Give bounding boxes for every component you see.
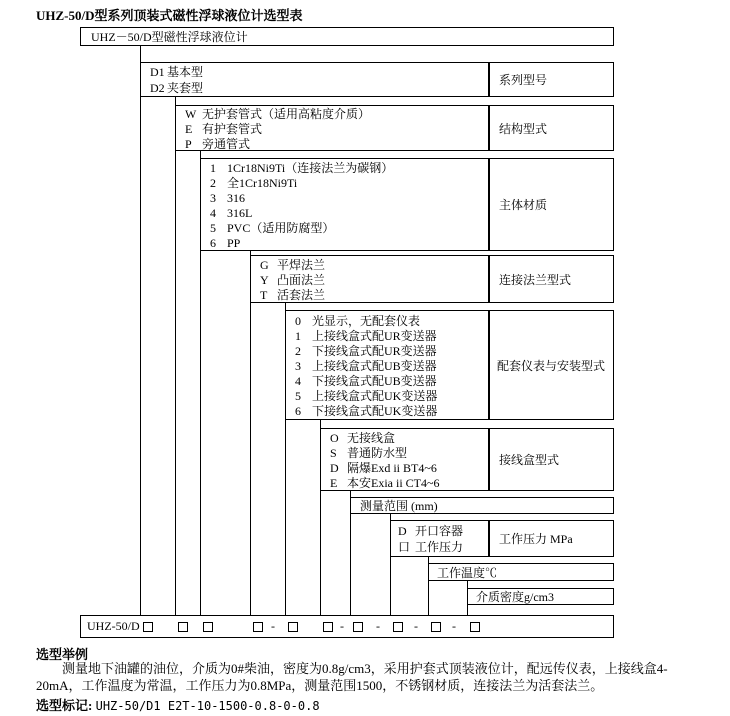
option-code: T xyxy=(260,288,268,302)
option-item xyxy=(295,329,488,344)
option-desc: 有护套管式 xyxy=(202,122,263,136)
option-code: W xyxy=(185,107,197,121)
option-item xyxy=(295,314,488,329)
temperature-label: 工作温度℃ xyxy=(437,565,498,580)
category-junction-box xyxy=(489,428,614,491)
option-code: E xyxy=(185,122,193,136)
option-item xyxy=(185,107,488,122)
option-code: 2 xyxy=(210,176,216,190)
category-pressure xyxy=(489,520,614,557)
option-code: D xyxy=(330,461,339,475)
example-body: 测量地下油罐的油位，介质为0#柴油，密度为0.8g/cm3，采用护套式顶装液位计，配远传仪表，上接线盒4-20mA，工作温度为常温，工作压力为0.8MPa，测量范围1500，不锈钢材质，连接法兰为活套法兰。 xyxy=(36,661,668,693)
option-code: 4 xyxy=(210,206,216,220)
option-item xyxy=(210,191,488,206)
density-label: 介质密度g/cm3 xyxy=(476,590,554,604)
option-item xyxy=(260,258,488,273)
option-desc: 下接线盒式配UR变送器 xyxy=(312,344,437,358)
option-desc: 316 xyxy=(227,191,245,205)
option-item xyxy=(150,80,488,96)
category-label: 结构型式 xyxy=(499,121,548,136)
option-item xyxy=(210,176,488,191)
option-desc: 下接线盒式配UK变送器 xyxy=(312,404,438,418)
option-desc: 基本型 xyxy=(167,65,204,79)
option-item xyxy=(210,161,488,176)
option-item xyxy=(210,206,488,221)
category-instrument xyxy=(489,310,614,420)
option-code: 5 xyxy=(295,389,301,403)
option-desc: 全1Cr18Ni9Ti xyxy=(227,176,298,190)
option-code: 6 xyxy=(295,404,301,418)
code-placeholder-box xyxy=(253,622,263,632)
option-code: 6 xyxy=(210,236,216,250)
option-code: 1 xyxy=(295,329,301,343)
option-desc: 开口容器 xyxy=(415,524,464,538)
option-item xyxy=(398,539,488,555)
option-code: 1 xyxy=(210,161,216,175)
option-desc: 上接线盒式配UB变送器 xyxy=(312,359,437,373)
code-placeholder-box xyxy=(288,622,298,632)
option-code: 3 xyxy=(210,191,216,205)
option-code: O xyxy=(330,431,339,445)
option-desc: PP xyxy=(227,236,241,250)
option-code: 5 xyxy=(210,221,216,235)
product-name: UHZ－50/D型磁性浮球液位计 xyxy=(91,30,248,44)
option-desc: 平焊法兰 xyxy=(277,258,326,272)
category-label: 系列型号 xyxy=(499,73,548,87)
option-code: 3 xyxy=(295,359,301,373)
option-desc: 活套法兰 xyxy=(277,288,326,302)
option-item xyxy=(330,446,488,461)
options-box-series xyxy=(140,62,489,97)
code-placeholder-box xyxy=(353,622,363,632)
option-code: Y xyxy=(260,273,269,287)
example-heading: 选型举例 xyxy=(36,647,89,662)
range-box xyxy=(350,497,614,514)
marking-value: UHZ-50/D1 E2T-10-1500-0.8-0-0.8 xyxy=(95,699,320,713)
code-separator: - xyxy=(414,619,418,633)
code-separator: - xyxy=(376,619,380,633)
category-structure xyxy=(489,105,614,151)
option-item xyxy=(295,344,488,359)
connector-line xyxy=(250,251,251,615)
options-box-instrument xyxy=(285,310,489,420)
code-placeholder-box xyxy=(143,622,153,632)
option-item xyxy=(210,236,488,251)
code-placeholder-box xyxy=(323,622,333,632)
option-desc: 隔爆Exd ii BT4~6 xyxy=(347,461,437,475)
option-item xyxy=(185,122,488,137)
option-item xyxy=(330,461,488,476)
option-desc: 316L xyxy=(227,206,253,220)
option-desc: 夹套型 xyxy=(167,81,204,95)
marking-label: 选型标记: xyxy=(36,698,93,713)
option-desc: 上接线盒式配UR变送器 xyxy=(312,329,437,343)
page-title: UHZ-50/D型系列顶装式磁性浮球液位计选型表 xyxy=(36,8,303,23)
option-desc: 普通防水型 xyxy=(347,446,408,460)
options-box-flange xyxy=(250,255,489,303)
option-desc: 上接线盒式配UK变送器 xyxy=(312,389,438,403)
connector-line xyxy=(140,46,141,615)
category-material xyxy=(489,158,614,251)
option-desc: 工作压力 xyxy=(415,540,464,554)
option-desc: 1Cr18Ni9Ti（连接法兰为碳钢） xyxy=(227,161,394,175)
option-item xyxy=(330,476,488,491)
model-code-prefix: UHZ-50/D xyxy=(87,619,140,633)
options-box-structure xyxy=(175,105,489,151)
density-box xyxy=(467,588,614,605)
category-label: 工作压力 MPa xyxy=(499,532,573,546)
option-code: 0 xyxy=(295,314,301,328)
option-code: D1 xyxy=(150,65,165,79)
category-label: 连接法兰型式 xyxy=(499,272,572,287)
option-code: G xyxy=(260,258,269,272)
code-placeholder-box xyxy=(203,622,213,632)
category-label: 配套仪表与安装型式 xyxy=(497,358,606,373)
option-desc: 凸面法兰 xyxy=(277,273,326,287)
option-item xyxy=(185,137,488,152)
option-desc: PVC（适用防腐型） xyxy=(227,221,335,235)
option-code: D xyxy=(398,524,407,538)
option-code: 2 xyxy=(295,344,301,358)
option-item xyxy=(150,64,488,80)
option-item xyxy=(295,374,488,389)
code-separator: - xyxy=(452,619,456,633)
option-desc: 旁通管式 xyxy=(202,137,251,151)
connector-line xyxy=(175,97,176,615)
option-desc: 无接线盒 xyxy=(347,431,396,445)
temperature-box xyxy=(428,563,614,581)
code-separator: - xyxy=(271,619,275,633)
code-placeholder-box xyxy=(393,622,403,632)
option-item xyxy=(398,523,488,539)
category-label: 主体材质 xyxy=(499,198,548,212)
model-code-box xyxy=(80,615,614,638)
option-item xyxy=(295,389,488,404)
option-code: P xyxy=(185,137,192,151)
selection-marking xyxy=(36,695,320,714)
option-item xyxy=(330,431,488,446)
option-item xyxy=(295,359,488,374)
code-placeholder-box xyxy=(470,622,480,632)
option-desc: 本安Exia ii CT4~6 xyxy=(347,476,440,490)
option-code: E xyxy=(330,476,338,490)
option-item xyxy=(260,273,488,288)
option-item xyxy=(210,221,488,236)
option-desc: 光显示，无配套仪表 xyxy=(312,314,421,328)
option-code: 口 xyxy=(398,540,411,554)
option-code: 4 xyxy=(295,374,301,388)
category-series xyxy=(489,62,614,97)
product-name-box xyxy=(80,27,614,46)
code-placeholder-box xyxy=(431,622,441,632)
range-label: 测量范围 (mm) xyxy=(360,499,438,513)
code-placeholder-box xyxy=(178,622,188,632)
options-box-pressure xyxy=(390,520,489,557)
option-item xyxy=(260,288,488,303)
code-separator: - xyxy=(340,619,344,633)
options-box-material xyxy=(200,158,489,251)
option-desc: 无护套管式（适用高粘度介质） xyxy=(202,107,371,121)
options-box-junction-box xyxy=(320,428,489,491)
option-code: D2 xyxy=(150,81,165,95)
option-code: S xyxy=(330,446,337,460)
option-desc: 下接线盒式配UB变送器 xyxy=(312,374,437,388)
category-label: 接线盒型式 xyxy=(499,453,560,467)
option-item xyxy=(295,404,488,419)
category-flange xyxy=(489,255,614,303)
